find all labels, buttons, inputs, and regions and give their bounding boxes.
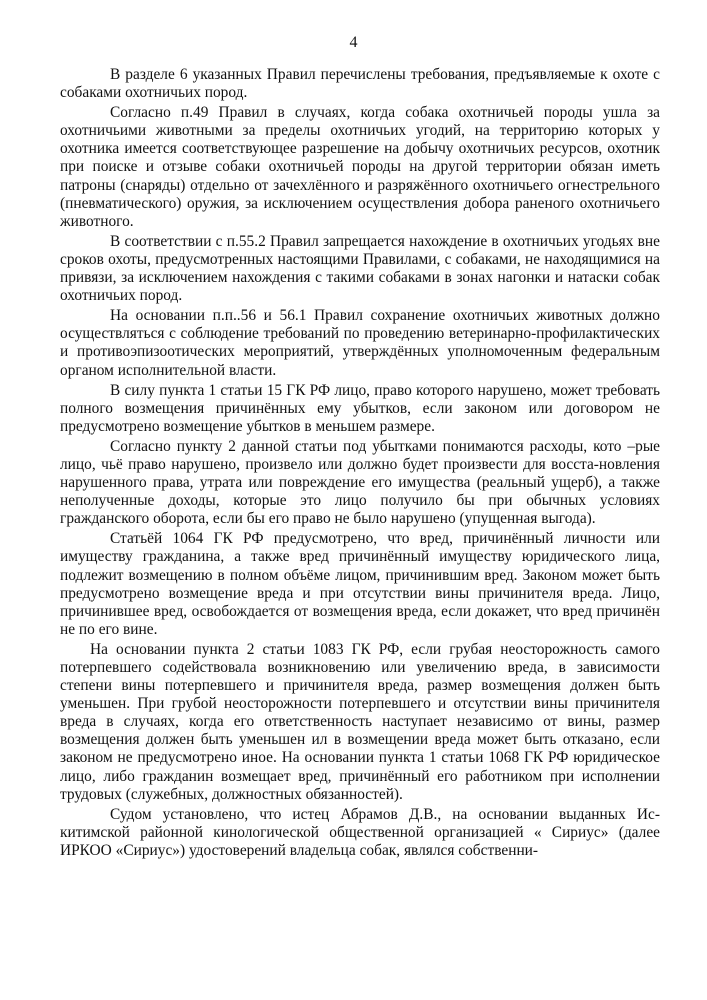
paragraph-rule-49: Согласно п.49 Правил в случаях, когда собака охотничьей породы ушла за охотничьими животными за пределы охотничьих угодий, на территорию которых у охотника имеется соответствующее разрешение на добычу охотничьих ресурсов, охотник при поиске и отзыве собаки охотничьей породы на другой территории обязан иметь патроны (снаряды) отдельно от зачехлённого и разряжённого охотничьего огнестрельного (пневматического) оружия, за исключением осуществления добора раненого охотничьего животного. [60, 104, 660, 230]
document-body [60, 66, 660, 860]
paragraph-rules-56: На основании п.п..56 и 56.1 Правил сохранение охотничьих животных должно осуществляться с соблюдение требований по проведению ветеринарно-профилактических и противоэпизоотических мероприятий, утверждённых уполномоченным федеральным органом исполнительной власти. [60, 307, 660, 379]
paragraph-article-15: В силу пункта 1 статьи 15 ГК РФ лицо, право которого нарушено, может требовать полного возмещения причинённых ему убытков, если законом или договором не предусмотрено возмещение убытков в меньшем размере. [60, 381, 660, 435]
paragraph-hunting-dogs-section: В разделе 6 указанных Правил перечислены требования, предъявляемые к охоте с собаками охотничьих пород. [60, 66, 660, 102]
paragraph-court-findings: Судом установлено, что истец Абрамов Д.В., на основании выданных Ис-китимской районной кинологической общественной организацией « Сириус» (далее ИРКОО «Сириус») удостоверений владельца собак, являлся собственни- [60, 805, 660, 859]
paragraph-article-1064: Статьёй 1064 ГК РФ предусмотрено, что вред, причинённый личности или имуществу гражданина, а также вред причинённый имуществу юридического лица, подлежит возмещению в полном объёме лицом, причинившим вред. Законом может быть предусмотрено возмещение вреда и при отсутствии вины причинителя вреда. Лицо, причинившее вред, освобождается от возмещения вреда, если докажет, что вред причинён не по его вине. [60, 530, 660, 638]
paragraph-losses-definition: Согласно пункту 2 данной статьи под убытками понимаются расходы, кото –рые лицо, чьё право нарушено, произвело или должно будет произвести для восста-новления нарушенного права, утрата или повреждение его имущества (реальный ущерб), а также неполученные доходы, которые это лицо получило бы при обычных условиях гражданского оборота, если бы его право не было нарушено (упущенная выгода). [60, 437, 660, 528]
paragraph-article-1083: На основании пункта 2 статьи 1083 ГК РФ, если грубая неосторожность самого потерпевшего содействовала возникновению или увеличению вреда, в зависимости степени вины потерпевшего и причинителя вреда, размер возмещения должен быть уменьшен. При грубой неосторожности потерпевшего и отсутствии вины причинителя вреда в случаях, когда его ответственность наступает независимо от вины, размер возмещения должен быть уменьшен ил в возмещении вреда может быть отказано, если законом не предусмотрено иное. На основании пункта 1 статьи 1068 ГК РФ юридическое лицо, либо гражданин возмещает вред, причинённый его работником при исполнении трудовых (служебных, должностных обязанностей). [60, 640, 660, 803]
paragraph-rule-55-2: В соответствии с п.55.2 Правил запрещается нахождение в охотничьих угодьях вне сроков охоты, предусмотренных настоящими Правилами, с собаками, не находящимися на привязи, за исключением нахождения с такими собаками в зонах нагонки и натаски собак охотничьих пород. [60, 232, 660, 305]
page-number: 4 [349, 34, 358, 51]
